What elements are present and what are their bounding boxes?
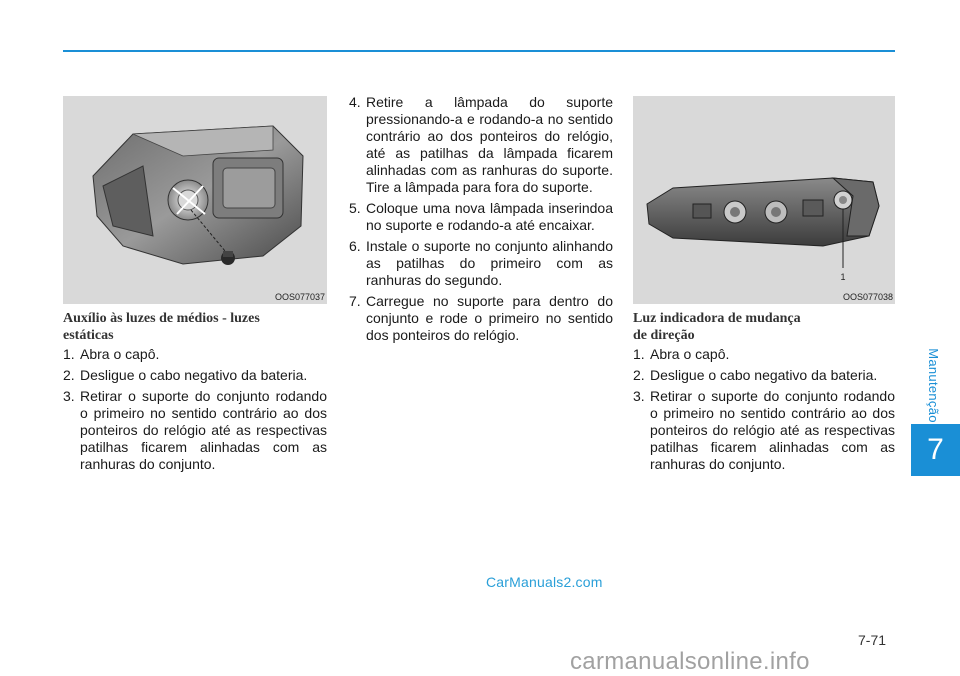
list-item: 1. Abra o capô. xyxy=(63,346,160,362)
list-item: 3. Retirar o suporte do conjunto rodando o primeiro no sentido contrário ao dos ponteiros do relógio até as respectivas patilhas ficarem alinhadas com as ranhuras do conjunto. xyxy=(63,388,327,472)
section1-heading: Auxílio às luzes de médios - luzes estáticas xyxy=(63,311,260,343)
figure-code: OOS077038 xyxy=(842,292,893,302)
list-item: 2. Desligue o cabo negativo da bateria. xyxy=(633,367,878,383)
headlamp-figure xyxy=(63,96,327,304)
section1-steps-continued xyxy=(349,94,613,348)
list-item: 4. Retire a lâmpada do suporte pressionando-a e rodando-a no sentido contrário ao dos ponteiros do relógio, até as patilhas da lâmpada ficarem alinhadas com as ranhuras do suporte. Tire a lâmpada para fora do suporte. xyxy=(349,94,613,195)
list-item: 3. Retirar o suporte do conjunto rodando o primeiro no sentido contrário ao dos ponteiros do relógio até as respectivas patilhas ficarem alinhadas com as ranhuras do conjunto. xyxy=(633,388,895,472)
turn-signal-figure xyxy=(633,96,895,304)
carmanuals-watermark[interactable]: CarManuals2.com xyxy=(486,574,603,590)
lamp-rear-illustration xyxy=(633,96,895,304)
header-rule xyxy=(63,50,895,52)
page-number: 7-71 xyxy=(858,632,887,648)
section2-steps xyxy=(633,346,895,477)
list-item: 2. Desligue o cabo negativo da bateria. xyxy=(63,367,308,383)
headlamp-illustration xyxy=(63,96,327,304)
chapter-name-tab xyxy=(918,340,948,430)
callout-1: 1 xyxy=(840,272,846,282)
section2-heading: Luz indicadora de mudança de direção xyxy=(633,311,801,343)
chapter-name: Manutenção xyxy=(925,347,941,423)
list-item: 7. Carregue no suporte para dentro do conjunto e rode o primeiro no sentido dos ponteiros do relógio. xyxy=(349,293,613,343)
chapter-number: 7 xyxy=(927,433,944,466)
section1-steps xyxy=(63,346,327,477)
figure-code: OOS077037 xyxy=(274,292,325,302)
chapter-number-box xyxy=(911,424,960,476)
list-item: 6. Instale o suporte no conjunto alinhando as patilhas do primeiro com as ranhuras do segundo. xyxy=(349,238,613,288)
site-watermark: carmanualsonline.info xyxy=(570,648,810,675)
list-item: 1. Abra o capô. xyxy=(633,346,730,362)
list-item: 5. Coloque uma nova lâmpada inserindoa no suporte e rodando-a até encaixar. xyxy=(349,200,613,233)
